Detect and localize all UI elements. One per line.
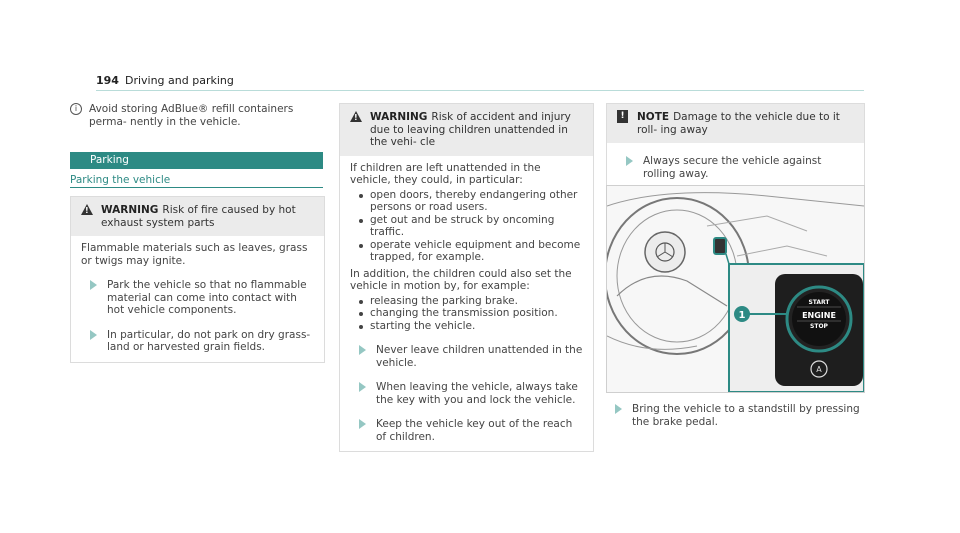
step-arrow-icon	[615, 404, 622, 414]
step-text: Park the vehicle so that no flammable material can come into contact with hot vehicle components.	[107, 279, 307, 316]
instruction-step	[81, 329, 314, 354]
step-arrow-icon	[626, 156, 633, 166]
info-note	[70, 103, 330, 129]
figure-start-stop-button	[606, 185, 865, 393]
step-arrow-icon	[359, 382, 366, 392]
note-box-rolling	[606, 103, 865, 189]
warning-icon	[81, 204, 93, 215]
warning-header	[340, 104, 593, 156]
warning-header	[71, 197, 324, 236]
step-text: Always secure the vehicle against rolling away.	[643, 155, 822, 180]
instruction-step	[81, 279, 314, 317]
subsection-title: Parking the vehicle	[70, 174, 171, 186]
subsection-divider	[70, 187, 323, 188]
info-note-text: Avoid storing AdBlue® refill containers perma- nently in the vehicle.	[89, 103, 294, 128]
list-item: get out and be struck by oncoming traffic.	[370, 214, 583, 239]
note-keyword: NOTE	[637, 111, 670, 123]
list-item: changing the transmission position.	[370, 307, 583, 320]
page-number: 194	[96, 74, 119, 87]
warning-title: Risk of accident and injury due to leaving children unattended in the vehi- cle	[370, 111, 571, 148]
bullet-list	[350, 295, 583, 333]
warning-keyword: WARNING	[370, 111, 428, 123]
warning-keyword: WARNING	[101, 204, 159, 216]
instruction-step	[350, 418, 583, 443]
step-arrow-icon	[359, 345, 366, 355]
step-arrow-icon	[359, 419, 366, 429]
list-item: releasing the parking brake.	[370, 295, 583, 308]
warning-box-children	[339, 103, 594, 452]
list-item: operate vehicle equipment and become trapped, for example.	[370, 239, 583, 264]
step-text: Keep the vehicle key out of the reach of children.	[376, 418, 573, 443]
note-header	[607, 104, 864, 143]
warning-body	[340, 156, 593, 452]
warning-intro-2: In addition, the children could also set the vehicle in motion by, for example:	[350, 267, 572, 292]
instruction-step	[350, 381, 583, 406]
list-item: starting the vehicle.	[370, 320, 583, 333]
stop-label: STOP	[810, 323, 828, 330]
step-text: Bring the vehicle to a standstill by pressing the brake pedal.	[632, 403, 860, 428]
note-body	[607, 155, 864, 188]
page-header	[96, 74, 234, 87]
instruction-step	[617, 155, 854, 180]
dashboard-illustration	[607, 186, 864, 392]
callout-1: 1	[738, 310, 746, 321]
step-text: When leaving the vehicle, always take the key with you and lock the vehicle.	[376, 381, 578, 406]
step-text: Never leave children unattended in the vehicle.	[376, 344, 583, 369]
warning-title: Risk of fire caused by hot exhaust system parts	[101, 204, 296, 229]
section-name: Driving and parking	[124, 74, 234, 87]
section-title-bar	[70, 152, 323, 169]
final-instruction	[606, 403, 863, 428]
engine-label: ENGINE	[802, 311, 836, 320]
list-item: open doors, thereby endangering other persons or road users.	[370, 189, 583, 214]
warning-intro: If children are left unattended in the vehicle, they could, in particular:	[350, 161, 541, 186]
section-title: Parking	[90, 154, 129, 166]
start-label: START	[808, 299, 830, 306]
warning-body	[71, 236, 324, 362]
bullet-list	[350, 189, 583, 264]
note-title: Damage to the vehicle due to it roll- ing away	[637, 111, 840, 136]
step-arrow-icon	[90, 330, 97, 340]
instruction-step	[606, 403, 863, 428]
step-arrow-icon	[90, 280, 97, 290]
auto-stop-icon: A	[816, 365, 822, 374]
warning-body-text: Flammable materials such as leaves, grass or twigs may ignite.	[81, 242, 308, 267]
instruction-step	[350, 344, 583, 369]
info-icon: i	[70, 103, 82, 115]
step-text: In particular, do not park on dry grass- land or harvested grain fields.	[107, 328, 311, 353]
header-divider	[96, 90, 864, 91]
warning-icon	[350, 111, 362, 122]
warning-box-fire	[70, 196, 325, 363]
note-icon: !	[617, 110, 628, 123]
